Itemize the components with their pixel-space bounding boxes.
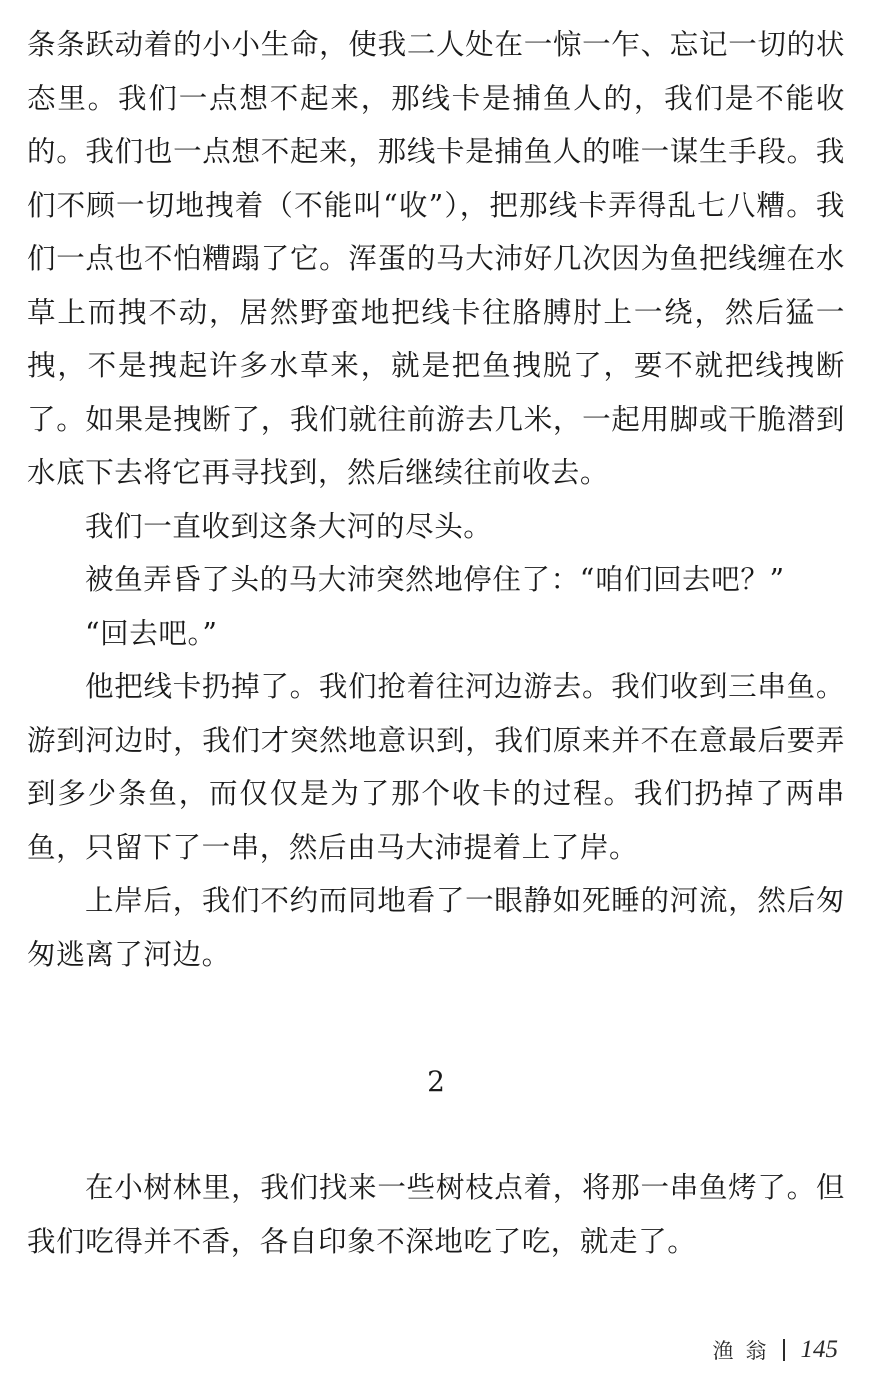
paragraph: 上岸后，我们不约而同地看了一眼静如死睡的河流，然后匆匆逃离了河边。 — [27, 884, 845, 971]
paragraph: 被鱼弄昏了头的马大沛突然地停住了：“咱们回去吧？” — [85, 563, 785, 596]
body-text-bottom — [27, 1161, 845, 1268]
paragraph: “回去吧。” — [85, 616, 218, 650]
paragraph: 条条跃动着的小小生命，使我二人处在一惊一乍、忘记一切的状态里。我们一点想不起来，那线卡是捕鱼人的，我们是不能收的。我们也一点想不起来，那线卡是捕鱼人的唯一谋生手段。我们不顾一切地拽着（不能叫“收”），把那线卡弄得乱七八糟。我们一点也不怕糟蹋了它。浑蛋的马大沛好几次因为鱼把线缠在水草上而拽不动，居然野蛮地把线卡往胳膊肘上一绕，然后猛一拽，不是拽起许多水草来，就是把鱼拽脱了，要不就把线拽断了。如果是拽断了，我们就往前游去几米，一起用脚或干脆潜到水底下去将它再寻找到，然后继续往前收去。 — [27, 28, 845, 489]
running-title: 渔翁 — [712, 1339, 779, 1363]
page-number: 145 — [800, 1336, 838, 1363]
paragraph: 他把线卡扔掉了。我们抢着往河边游去。我们收到三串鱼。游到河边时，我们才突然地意识到，我们原来并不在意最后要弄到多少条鱼，而仅仅是为了那个收卡的过程。我们扔掉了两串鱼，只留下了一串，然后由马大沛提着上了岸。 — [27, 670, 845, 864]
footer-divider — [783, 1339, 785, 1361]
body-text-top — [27, 18, 845, 981]
paragraph: 在小树林里，我们找来一些树枝点着，将那一串鱼烤了。但我们吃得并不香，各自印象不深地吃了吃，就走了。 — [27, 1171, 845, 1258]
paragraph: 我们一直收到这条大河的尽头。 — [85, 509, 493, 543]
page-footer — [713, 1330, 839, 1370]
section-number: 2 — [427, 1065, 445, 1098]
